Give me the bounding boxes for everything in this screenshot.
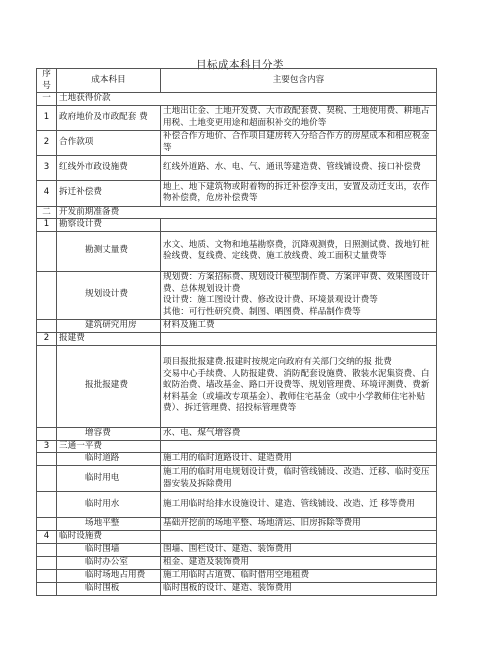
table-row — [37, 518, 437, 531]
row-number: 3 — [37, 155, 57, 180]
row-content: 土地出让金、土地开发费、大市政配套费、契税、土地使用费、耕地占用税、土地变更用途和超面积补交的地价等 — [161, 105, 437, 130]
row-subject: 开发前期准备费 — [57, 206, 437, 219]
table-row — [37, 557, 437, 570]
row-content: 红线外道路、水、电、气、通讯等建造费、管线铺设费、接口补偿费 — [161, 155, 437, 180]
row-number: 1 — [37, 219, 57, 232]
cost-subject-table — [36, 68, 437, 596]
row-subject: 勘察设计费 — [57, 219, 161, 232]
row-content: 项目报批报建费.报建时按规定向政府有关部门交纳的报 批费 交易中心手续费、人防报建费、消防配套设施费、散装水泥集资费、白蚁防治费、墙改基金、路口开设费等、规划管理费、环境评测费、费新材料基金（或墙改专项基金）、教师住宅基金（或中小学教师住宅补贴费）、拆迁管理费、招投标管理费等 — [161, 345, 437, 427]
row-subject: 增容费 — [57, 427, 161, 440]
row-content: 补偿合作方地价、合作项目建房转入分给合作方的房屋成本和相应税金等 — [161, 130, 437, 155]
header-content: 主要包含内容 — [161, 69, 437, 93]
row-number — [37, 319, 57, 332]
row-number — [37, 427, 57, 440]
row-number — [37, 453, 57, 466]
row-subject: 政府地价及市政配套 费 — [57, 105, 161, 130]
row-content: 施工用临时给排水设施设计、建造、管线铺设、改造、迁 移等费用 — [161, 492, 437, 518]
row-subject: 三通一平费 — [57, 440, 161, 453]
row-content: 水文、地质、文物和地基勘察费，沉降观测费，日照测试费、拨地钉桩验线费、复线费、定线费、施工放线费、竣工面积丈量费等 — [161, 231, 437, 271]
row-subject: 勘测丈量费 — [57, 231, 161, 271]
table-row — [37, 453, 437, 466]
table-body — [37, 93, 437, 596]
row-content: 地上、地下建筑物或附着物的拆迁补偿净支出，安置及动迁支出，农作物补偿费，危房补偿费等 — [161, 180, 437, 206]
row-number: 2 — [37, 332, 57, 345]
row-content: 临时围板的设计、建造、装饰费用 — [161, 583, 437, 596]
row-number: 1 — [37, 105, 57, 130]
row-subject: 场地平整 — [57, 518, 161, 531]
row-number: 3 — [37, 440, 57, 453]
row-content: 施工用的临时道路设计、建造费用 — [161, 453, 437, 466]
table-row — [37, 130, 437, 155]
table-row — [37, 466, 437, 492]
row-number — [37, 271, 57, 319]
row-number — [37, 231, 57, 271]
table-row — [37, 105, 437, 130]
row-number — [37, 492, 57, 518]
table-row — [37, 231, 437, 271]
row-number: 2 — [37, 130, 57, 155]
row-number — [37, 518, 57, 531]
table-row — [37, 492, 437, 518]
section-row — [37, 206, 437, 219]
row-number: 一 — [37, 93, 57, 106]
table-row — [37, 531, 437, 544]
row-subject: 拆迁补偿费 — [57, 180, 161, 206]
row-content — [161, 531, 437, 544]
row-number — [37, 583, 57, 596]
row-subject: 临时办公室 — [57, 557, 161, 570]
row-subject: 临时围墙 — [57, 544, 161, 557]
table-row — [37, 345, 437, 427]
row-subject: 临时道路 — [57, 453, 161, 466]
document-title: 目标成本科目分类 — [196, 59, 284, 71]
row-content — [161, 219, 437, 232]
section-row — [37, 93, 437, 106]
row-content: 材料及施工费 — [161, 319, 437, 332]
row-subject: 规划设计费 — [57, 271, 161, 319]
row-subject: 临时场地占用费 — [57, 570, 161, 583]
table-row — [37, 332, 437, 345]
row-subject: 临时设施费 — [57, 531, 161, 544]
table-row — [37, 427, 437, 440]
row-content: 水、电、煤气增容费 — [161, 427, 437, 440]
table-row — [37, 570, 437, 583]
row-content — [161, 440, 437, 453]
row-subject: 临时用水 — [57, 492, 161, 518]
row-subject: 报批报建费 — [57, 345, 161, 427]
row-subject: 报建费 — [57, 332, 161, 345]
row-number — [37, 557, 57, 570]
table-row — [37, 271, 437, 319]
row-content: 施工用临时占道费、临时借用空地租费 — [161, 570, 437, 583]
row-content: 基础开挖前的场地平整、场地清运、旧房拆除等费用 — [161, 518, 437, 531]
row-number: 4 — [37, 531, 57, 544]
row-content: 租金、建造及装饰费用 — [161, 557, 437, 570]
row-number — [37, 345, 57, 427]
table-row — [37, 544, 437, 557]
row-content: 规划费：方案招标费、规划设计模型制作费、方案评审费、效果图设计费、总体规划设计费 设计费：施工图设计费、修改设计费、环境景观设计费等 其他：可行性研究费、制图、晒图费、样品制作费等 — [161, 271, 437, 319]
row-subject: 建筑研究用房 — [57, 319, 161, 332]
row-content: 施工用的临时用电规划设计费，临时管线铺设、改造、迁移、临时变压器安装及拆除费用 — [161, 466, 437, 492]
row-subject: 红线外市政设施费 — [57, 155, 161, 180]
row-subject: 合作款项 — [57, 130, 161, 155]
table-row — [37, 583, 437, 596]
row-content: 围墙、围栏设计、建造、装饰费用 — [161, 544, 437, 557]
table-header-row — [37, 69, 437, 93]
table-row — [37, 440, 437, 453]
header-no: 序号 — [37, 69, 57, 93]
row-number — [37, 544, 57, 557]
row-subject: 临时围板 — [57, 583, 161, 596]
row-number — [37, 466, 57, 492]
row-subject: 土地获得价款 — [57, 93, 437, 106]
table-row — [37, 180, 437, 206]
table-row — [37, 155, 437, 180]
row-number: 4 — [37, 180, 57, 206]
table-row — [37, 319, 437, 332]
row-subject: 临时用电 — [57, 466, 161, 492]
table-row — [37, 219, 437, 232]
row-number: 二 — [37, 206, 57, 219]
row-content — [161, 332, 437, 345]
header-subject: 成本科目 — [57, 69, 161, 93]
row-number — [37, 570, 57, 583]
